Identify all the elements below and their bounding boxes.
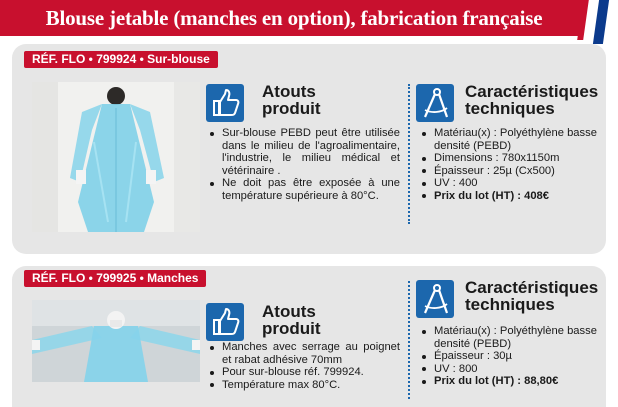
product-photo-surblouse [32, 82, 200, 232]
list-item: Épaisseur : 30µ [420, 350, 600, 363]
list-item: Ne doit pas être exposée à une température supérieure à 80°C. [208, 177, 400, 202]
carac-title: Caractéristiques techniques [465, 82, 599, 118]
list-item: UV : 800 [420, 363, 600, 376]
atouts-list [208, 341, 400, 391]
atouts-title: Atouts produit [262, 302, 321, 338]
carac-title: Caractéristiques techniques [465, 278, 599, 314]
compass-icon [416, 280, 454, 318]
list-item: Température max 80°C. [208, 379, 400, 392]
product-reference: RÉF. FLO • 799924 • Sur-blouse [24, 51, 218, 68]
atouts-title: Atouts produit [262, 82, 321, 118]
thumbs-up-icon [206, 303, 244, 341]
carac-list [420, 325, 600, 388]
price-item: Prix du lot (HT) : 88,80€ [420, 375, 600, 388]
compass-icon [416, 84, 454, 122]
list-item: Pour sur-blouse réf. 799924. [208, 366, 400, 379]
list-item: Matériau(x) : Polyéthylène basse densité (PEBD) [420, 127, 600, 152]
carac-list [420, 127, 600, 203]
price-item: Prix du lot (HT) : 408€ [420, 190, 600, 203]
list-item: Épaisseur : 25µ (Cx500) [420, 165, 600, 178]
list-item: Matériau(x) : Polyéthylène basse densité (PEBD) [420, 325, 600, 350]
column-divider [408, 84, 410, 224]
atouts-list [208, 127, 400, 203]
column-divider [408, 281, 410, 399]
product-photo-manches [32, 300, 200, 382]
page-title: Blouse jetable (manches en option), fabrication française [45, 6, 543, 30]
list-item: Dimensions : 780x1150m [420, 152, 600, 165]
list-item: Manches avec serrage au poignet et rabat adhésive 70mm [208, 341, 400, 366]
product-reference: RÉF. FLO • 799925 • Manches [24, 270, 206, 287]
list-item: Sur-blouse PEBD peut être utilisée dans le milieu de l'agroalimentaire, l'industrie, le milieu médical et vétérinaire . [208, 127, 400, 177]
thumbs-up-icon [206, 84, 244, 122]
list-item: UV : 400 [420, 177, 600, 190]
page-header [0, 0, 618, 36]
